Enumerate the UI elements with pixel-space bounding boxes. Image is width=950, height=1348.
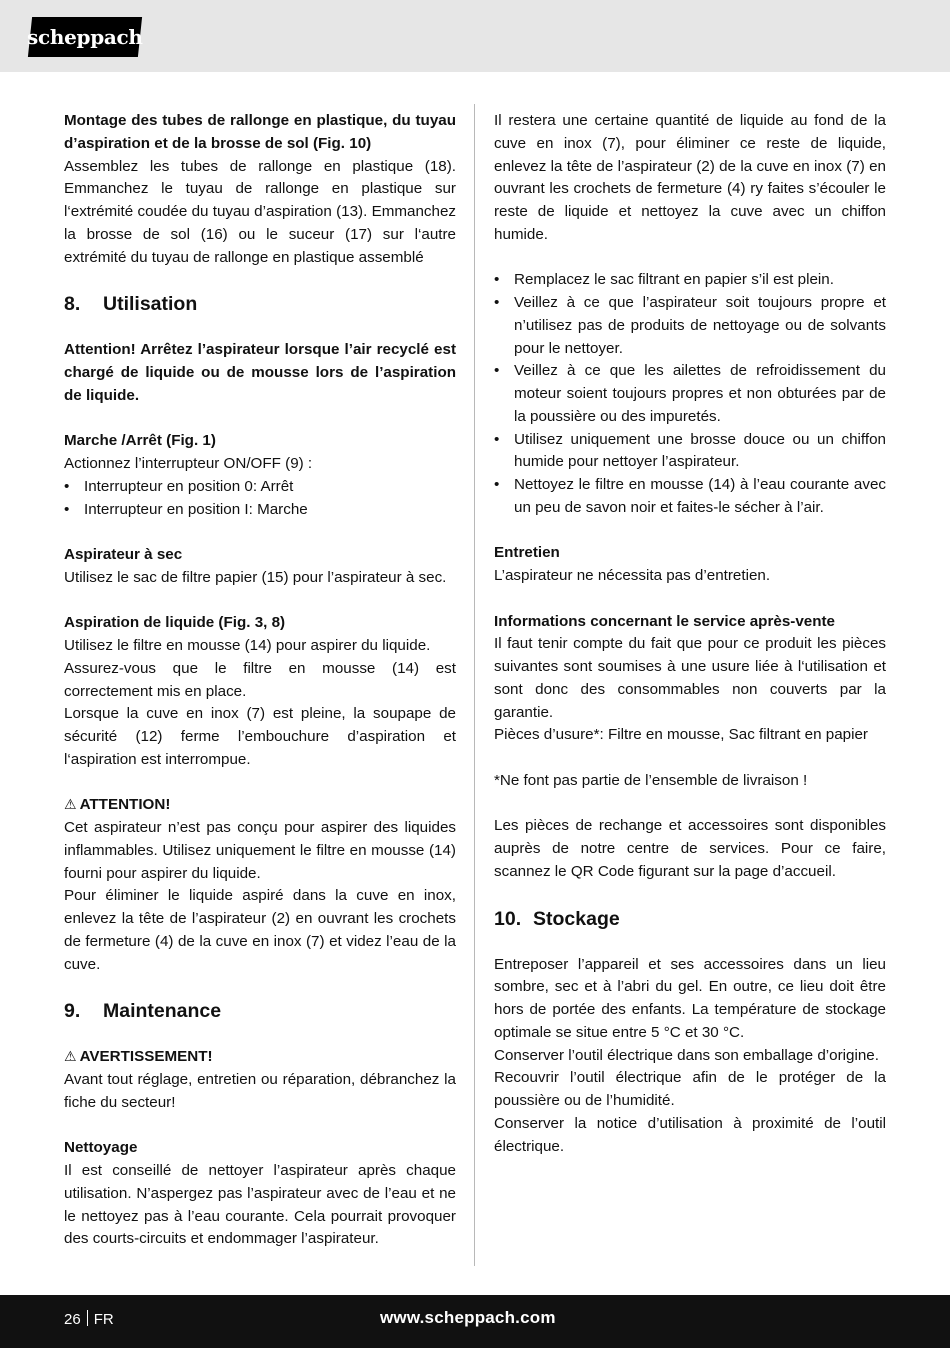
website-url: www.scheppach.com [380,1308,556,1327]
attention-warning: Attention! Arrêtez l’aspirateur lorsque l’air recyclé est chargé de liquide ou de mousse lors de l’aspiration de liquide. [64,341,456,404]
warning-icon: ⚠ [64,1049,77,1066]
sec-heading: Aspirateur à sec [64,546,183,563]
marche-list [64,476,456,522]
stockage-text-4: Conserver la notice d’utilisation à proximité de l’outil électrique. [494,1114,886,1155]
liquide-text-2: Assurez-vous que le filtre en mousse (14) est correctement mis en place. [64,659,456,700]
marche-heading: Marche /Arrêt (Fig. 1) [64,432,216,450]
list-item: • Interrupteur en position I: Marche [64,500,308,518]
montage-text: Assemblez les tubes de rallonge en plastique (18). Emmanchez le tuyau de rallonge en plastique sur l‘extrémité coudée du tuyau d’aspiration (13). Emmanchez la brosse de sol (16) ou le suceur (17) sur l‘autre extrémité du tuyau de rallonge en plastique assemblé [64,157,456,266]
service-text: Il faut tenir compte du fait que pour ce produit les pièces suivantes sont soumises à une usure liée à l‘utilisation et sont donc des consommables non couverts par la garantie. [494,635,886,721]
cleaning-list [494,269,886,519]
intro-text: Il restera une certaine quantité de liquide au fond de la cuve en inox (7), pour éliminer ce reste de liquide, enlevez la tête de l’aspirateur (2) de la cuve en inox (7) en ouvrant les crochets de fermeture (4) ry faites s’écouler le reste de liquide et nettoyez la cuve avec un chiffon humide. [494,112,886,243]
sec-text: Utilisez le sac de filtre papier (15) pour l’aspirateur à sec. [64,568,447,586]
page-number: 26 FR [64,1311,114,1328]
liquide-heading: Aspiration de liquide (Fig. 3, 8) [64,614,286,632]
usure-text: Pièces d’usure*: Filtre en mousse, Sac filtrant en papier [494,726,868,744]
avertissement-heading: ⚠ AVERTISSEMENT! [64,1048,213,1066]
list-item: • Interrupteur en position 0: Arrêt [64,477,294,495]
liquide-text-1: Utilisez le filtre en mousse (14) pour aspirer du liquide. [64,637,431,654]
column-divider [474,104,475,1266]
montage-heading: Montage des tubes de rallonge en plastique, du tuyau d’aspiration et de la brosse de sol (Fig. 10) [64,112,456,152]
entretien-heading: Entretien [494,544,560,562]
marche-text: Actionnez l’interrupteur ON/OFF (9) : [64,455,313,472]
entretien-text: L’aspirateur ne nécessita pas d’entretien. [494,567,771,584]
liquide-text-3: Lorsque la cuve en inox (7) est pleine, la soupape de sécurité (12) ferme l’embouchure d’aspiration et l‘aspiration est interrompue. [64,705,456,768]
service-heading: Informations concernant le service après-vente [494,612,835,630]
attention-text-2: Pour éliminer le liquide aspiré dans la cuve en inox, enlevez la tête de l’aspirateur (2) en ouvrant les crochets de fermeture (4) de la cuve en inox (7) et videz l’eau de la cuve. [64,887,456,973]
attention-heading: ⚠ ATTENTION! [64,796,171,814]
nettoyage-heading: Nettoyage [64,1139,138,1157]
section-8-heading: 8. Utilisation [64,293,198,316]
list-item: • Nettoyez le filtre en mousse (14) à l’eau courante avec un peu de savon noir et faites-le sécher à l’air. [494,476,886,516]
section-9-heading: 9. Maintenance [64,1000,222,1023]
brand-logo: scheppach [28,17,142,57]
section-10-heading: 10. Stockage [494,907,620,930]
header-band [0,0,950,72]
stockage-text-2: Conserver l’outil électrique dans son emballage d’origine. [494,1046,879,1064]
left-column [64,110,456,1251]
nettoyage-text: Il est conseillé de nettoyer l’aspirateur après chaque utilisation. N’aspergez pas l’aspirateur avec de l’eau et ne le nettoyez pas à l’eau courante. Cela pourrait provoquer des courts-circuits et endommager l’aspirateur. [64,1162,456,1248]
footer [0,1295,950,1348]
avertissement-text: Avant tout réglage, entretien ou réparation, débranchez la fiche du secteur! [64,1071,456,1111]
stockage-text-3: Recouvrir l’outil électrique afin de le protéger de la poussière ou de l’humidité. [494,1069,886,1109]
note-text: *Ne font pas partie de l’ensemble de livraison ! [494,771,808,789]
right-column [494,110,886,1158]
pieces-text: Les pièces de rechange et accessoires sont disponibles auprès de notre centre de services. Pour ce faire, scannez le QR Code figurant sur la page d’accueil. [494,817,886,880]
stockage-text-1: Entreposer l’appareil et ses accessoires dans un lieu sombre, sec et à l’abri du gel. En outre, ce lieu doit être hors de portée des enfants. La température de stockage optimale se situe entre 5 °C et 30 °C. [494,955,886,1041]
list-item: • Utilisez uniquement une brosse douce ou un chiffon humide pour nettoyer l’aspirateur. [494,430,886,471]
list-item: • Remplacez le sac filtrant en papier s’il est plein. [494,271,834,289]
list-item: • Veillez à ce que l’aspirateur soit toujours propre et n’utilisez pas de produits de nettoyage ou de solvants pour le nettoyer. [494,294,886,357]
list-item: • Veillez à ce que les ailettes de refroidissement du moteur soient toujours propres et non obturées par de la poussière ou des impuretés. [494,362,886,425]
attention-text-1: Cet aspirateur n’est pas conçu pour aspirer des liquides inflammables. Utilisez uniquement le filtre en mousse (14) fourni pour aspirer du liquide. [64,819,456,882]
warning-icon: ⚠ [64,797,77,814]
